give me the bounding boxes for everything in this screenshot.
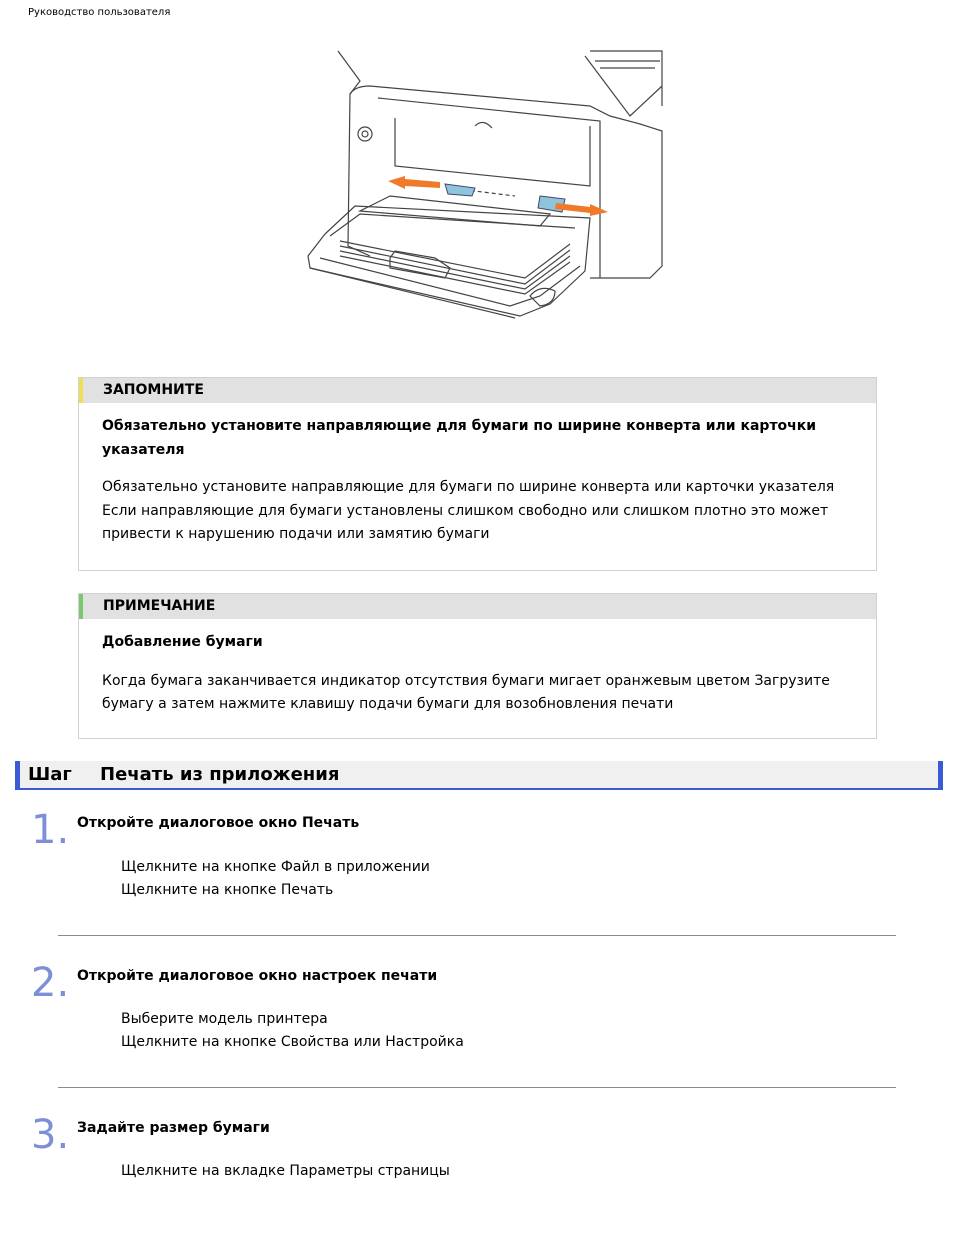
item-2-line-2: Щелкните на кнопке Свойства или Настройка [121,1034,464,1050]
page-header: Руководство пользователя [28,7,171,18]
note-subtitle: Добавление бумаги [102,634,263,650]
remember-box [78,377,877,571]
step-title: Печать из приложения [100,764,340,785]
step-word: Шаг [28,764,72,785]
printer-envelope-guides-icon [300,46,668,326]
item-title-2: Откройте диалоговое окно настроек печати [77,968,438,984]
remember-subtitle: Обязательно установите направляющие для бумаги по ширине конверта или карточки указателя [102,418,817,458]
item-1-line-1: Щелкните на кнопке Файл в приложении [121,859,430,875]
note-label: ПРИМЕЧАНИЕ [79,594,876,619]
separator [58,935,896,936]
note-box [78,593,877,739]
step-number-1: 1. [31,807,70,853]
remember-text: Обязательно установите направляющие для бумаги по ширине конверта или карточки указателя Если направляющие для бумаги установлены слишком свободно или слишком плотно это может привести к нарушению подачи или замятию бумаги [102,479,835,542]
step-number-2: 2. [31,960,70,1006]
item-title-1: Откройте диалоговое окно Печать [77,815,360,831]
step-number-3: 3. [31,1112,70,1158]
item-1-line-2: Щелкните на кнопке Печать [121,882,334,898]
item-3-line-1: Щелкните на вкладке Параметры страницы [121,1163,450,1179]
item-2-line-1: Выберите модель принтера [121,1011,328,1027]
item-title-3: Задайте размер бумаги [77,1120,270,1136]
note-text: Когда бумага заканчивается индикатор отсутствия бумаги мигает оранжевым цветом Загрузите бумагу а затем нажмите клавишу подачи бумаги для возобновления печати [102,672,830,712]
remember-label: ЗАПОМНИТЕ [79,378,876,403]
step-heading [15,761,943,790]
separator [58,1087,896,1088]
